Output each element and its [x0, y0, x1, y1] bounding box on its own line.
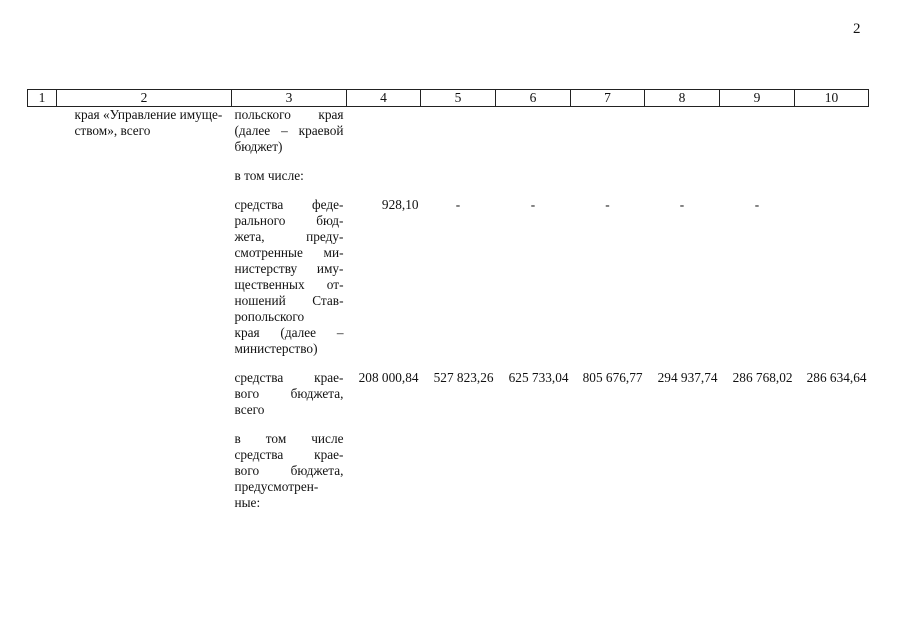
- value-cell: [347, 168, 421, 184]
- value-cell: [571, 168, 645, 184]
- value-cell: [720, 431, 795, 511]
- cell-col3: [232, 370, 347, 418]
- row-spacer: [28, 357, 869, 370]
- column-header: 7: [571, 90, 645, 107]
- budget-table: [27, 89, 869, 511]
- value-cell: -: [455, 197, 461, 212]
- cell-col2: [57, 370, 232, 418]
- column-header: 10: [795, 90, 869, 107]
- table-body: [28, 90, 869, 512]
- value-cell: -: [754, 197, 760, 212]
- text-line: ством», всего: [74, 123, 151, 138]
- column-header: 9: [720, 90, 795, 107]
- page-number: 2: [853, 21, 861, 37]
- value-cell: 527 823,26: [433, 370, 494, 385]
- column-header: 4: [347, 90, 421, 107]
- text-line: средства крае-: [234, 447, 344, 462]
- text-line: рального бюд-: [234, 213, 344, 228]
- text-line: средства феде-: [234, 197, 344, 212]
- value-cell: [496, 431, 571, 511]
- table-row: [28, 107, 869, 156]
- column-header: 5: [421, 90, 496, 107]
- value-cell: [421, 168, 496, 184]
- value-cell: [347, 107, 421, 156]
- value-cell: -: [605, 197, 610, 212]
- text-line: ношений Став-: [234, 293, 344, 308]
- text-line: бюджет): [234, 139, 283, 154]
- value-cell: [795, 168, 869, 184]
- cell-col3: [232, 107, 347, 156]
- value-cell: [795, 431, 869, 511]
- text-line: польского края: [234, 107, 344, 122]
- table-row: [28, 197, 869, 357]
- value-cell: 286 768,02: [732, 370, 793, 385]
- value-cell: [421, 107, 496, 156]
- cell-col2: [57, 107, 232, 156]
- value-cell: [571, 431, 645, 511]
- value-cell: [645, 168, 720, 184]
- row-spacer: [28, 155, 869, 168]
- cell-col3: [232, 197, 347, 357]
- text-line: предусмотрен-: [234, 479, 319, 494]
- column-header: 6: [496, 90, 571, 107]
- column-header: 8: [645, 90, 720, 107]
- cell-col3: [232, 431, 347, 511]
- text-line: в том числе: [234, 431, 344, 446]
- value-cell: 286 634,64: [806, 370, 867, 385]
- table-row: [28, 370, 869, 418]
- cell-col3: [232, 168, 347, 184]
- cell-col2: [57, 168, 232, 184]
- value-cell: [496, 168, 571, 184]
- value-cell: 294 937,74: [657, 370, 718, 385]
- cell-col1: [28, 107, 57, 156]
- text-line: края (далее –: [234, 325, 344, 340]
- row-spacer: [28, 184, 869, 197]
- cell-col1: [28, 168, 57, 184]
- value-cell: 625 733,04: [508, 370, 569, 385]
- column-number-row: [28, 90, 869, 107]
- column-header: 2: [57, 90, 232, 107]
- text-line: министерство): [234, 341, 318, 356]
- text-line: смотренные ми-: [234, 245, 344, 260]
- row-spacer: [28, 418, 869, 431]
- text-line: ропольского: [234, 309, 305, 324]
- text-line: вого бюджета,: [234, 386, 344, 401]
- value-cell: [795, 197, 869, 357]
- text-line: щественных от-: [234, 277, 344, 292]
- cell-col2: [57, 197, 232, 357]
- table-row: [28, 168, 869, 184]
- text-line: жета, преду-: [234, 229, 344, 244]
- text-line: края «Управление имуще-: [74, 107, 223, 122]
- value-cell: [571, 107, 645, 156]
- value-cell: -: [679, 197, 685, 212]
- cell-col1: [28, 370, 57, 418]
- value-cell: 928,10: [381, 197, 419, 212]
- text-line: нистерству иму-: [234, 261, 344, 276]
- value-cell: [645, 431, 720, 511]
- value-cell: 805 676,77: [582, 370, 643, 385]
- text-line: вого бюджета,: [234, 463, 344, 478]
- text-line: средства крае-: [234, 370, 344, 385]
- cell-col2: [57, 431, 232, 511]
- text-line: (далее – краевой: [234, 123, 344, 138]
- text-line: ные:: [234, 495, 261, 510]
- column-header: 3: [232, 90, 347, 107]
- value-cell: [645, 107, 720, 156]
- text-line: всего: [234, 402, 265, 417]
- value-cell: [421, 431, 496, 511]
- value-cell: [720, 107, 795, 156]
- cell-col1: [28, 431, 57, 511]
- text-line: в том числе:: [234, 168, 304, 183]
- value-cell: [795, 107, 869, 156]
- value-cell: [496, 107, 571, 156]
- value-cell: -: [530, 197, 536, 212]
- column-header: 1: [28, 90, 57, 107]
- value-cell: 208 000,84: [358, 370, 419, 385]
- table-row: [28, 431, 869, 511]
- value-cell: [347, 431, 421, 511]
- cell-col1: [28, 197, 57, 357]
- value-cell: [720, 168, 795, 184]
